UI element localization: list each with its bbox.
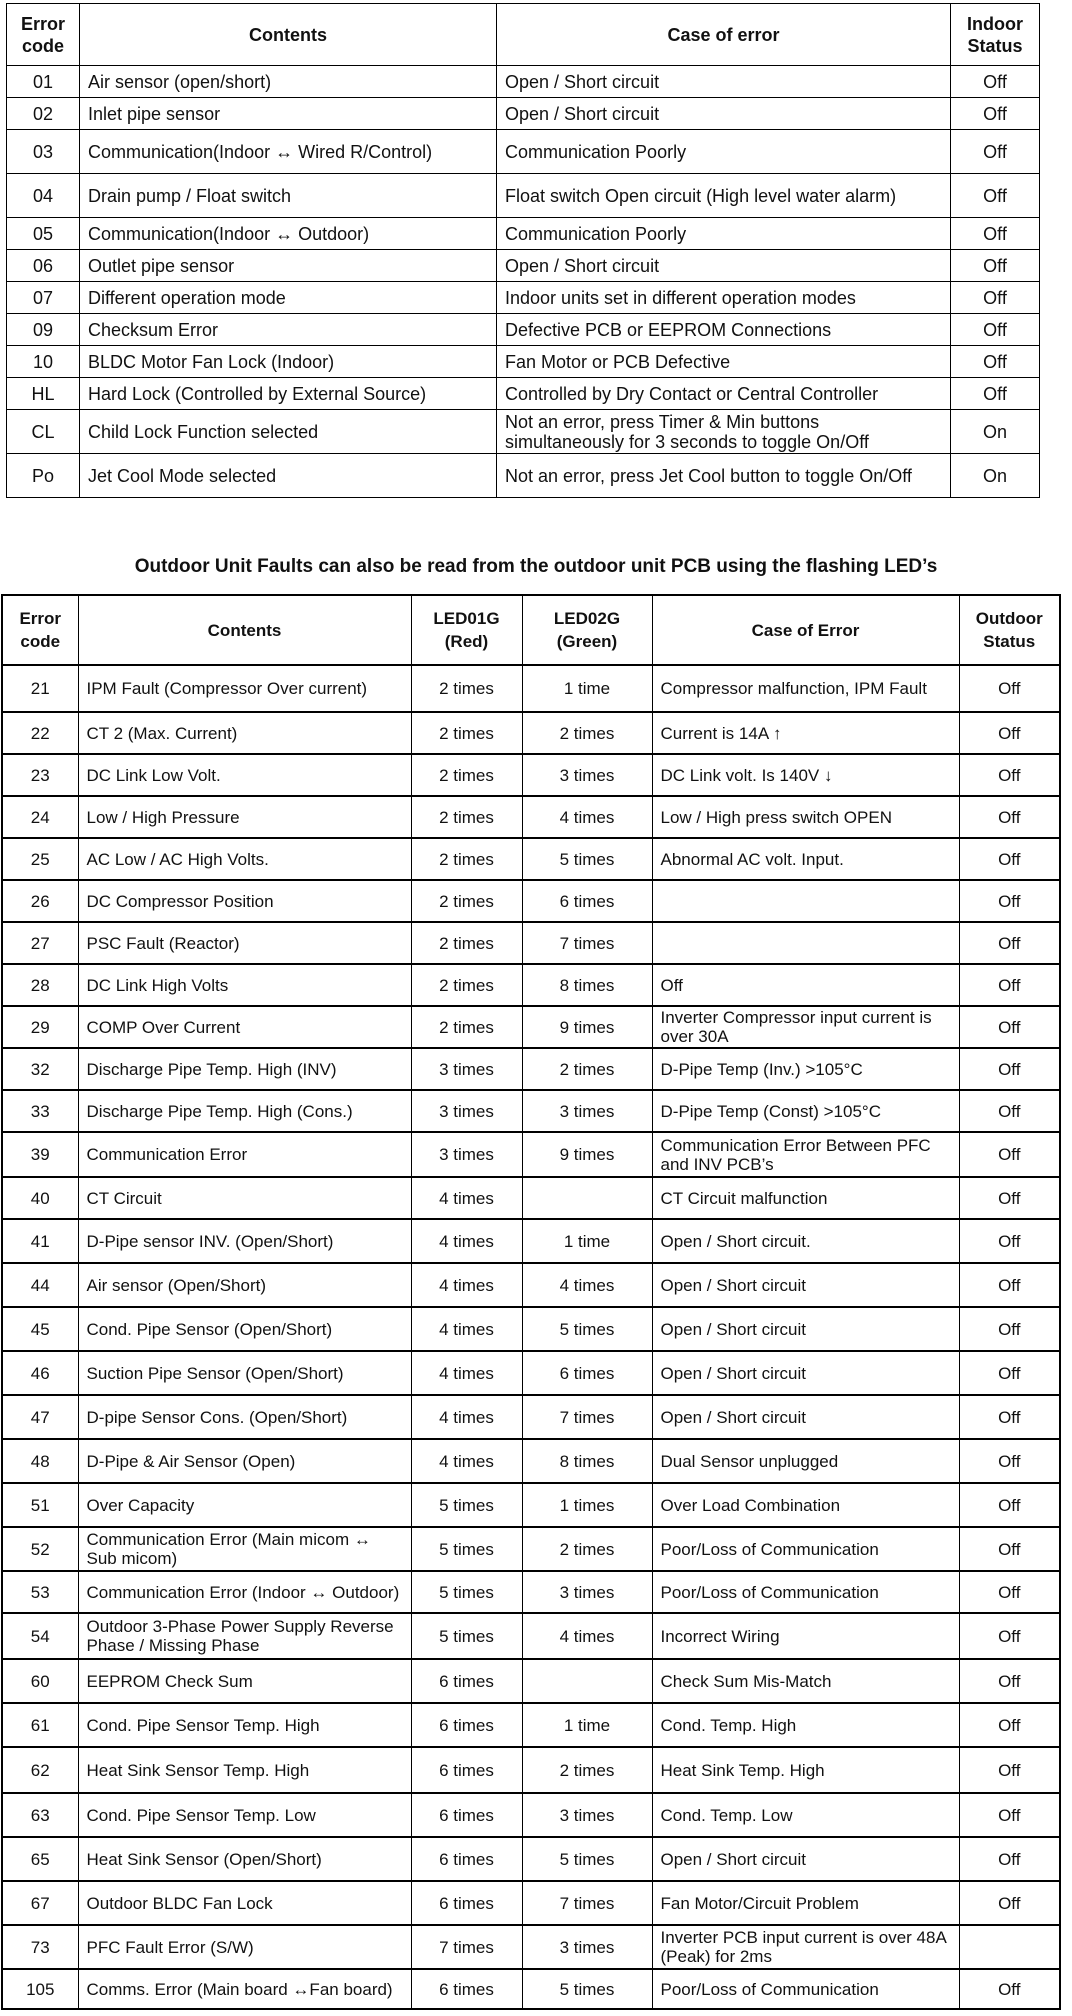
case-of-error-cell: Heat Sink Temp. High: [652, 1747, 959, 1793]
led01g-red-cell: 3 times: [411, 1048, 522, 1090]
table-row: [7, 346, 1040, 378]
case-of-error-cell: Open / Short circuit: [652, 1263, 959, 1307]
contents-cell: Communication(Indoor ↔ Outdoor): [80, 218, 497, 250]
status-cell: Off: [959, 665, 1060, 712]
contents-cell: Air sensor (open/short): [80, 66, 497, 98]
case-of-error-cell: Dual Sensor unplugged: [652, 1439, 959, 1483]
contents-cell: AC Low / AC High Volts.: [78, 838, 411, 880]
error-code-cell: 41: [2, 1219, 78, 1263]
contents-cell: Cond. Pipe Sensor Temp. High: [78, 1703, 411, 1747]
status-cell: Off: [959, 1351, 1060, 1395]
contents-cell: Jet Cool Mode selected: [80, 454, 497, 498]
case-of-error-cell: [652, 922, 959, 964]
led01g-red-cell: 2 times: [411, 880, 522, 922]
status-cell: On: [951, 410, 1040, 454]
contents-cell: Cond. Pipe Sensor (Open/Short): [78, 1307, 411, 1351]
error-code-cell: 28: [2, 964, 78, 1006]
header-led02g-green: LED02G (Green): [522, 595, 652, 665]
contents-cell: Comms. Error (Main board ↔Fan board): [78, 1969, 411, 2009]
contents-cell: Communication Error: [78, 1132, 411, 1177]
led02g-green-cell: 7 times: [522, 1395, 652, 1439]
led02g-green-cell: 9 times: [522, 1006, 652, 1048]
case-of-error-cell: Fan Motor or PCB Defective: [497, 346, 951, 378]
table-row: [2, 665, 1060, 712]
contents-cell: Outdoor BLDC Fan Lock: [78, 1881, 411, 1925]
case-of-error-cell: D-Pipe Temp (Inv.) >105°C: [652, 1048, 959, 1090]
case-of-error-cell: DC Link volt. Is 140V ↓: [652, 754, 959, 796]
table-row: [7, 378, 1040, 410]
table-row: [2, 1793, 1060, 1837]
indoor-error-table: [6, 3, 1040, 498]
table-row: [2, 1837, 1060, 1881]
error-code-cell: 26: [2, 880, 78, 922]
status-cell: Off: [951, 282, 1040, 314]
error-code-cell: 03: [7, 130, 80, 174]
contents-cell: Heat Sink Sensor Temp. High: [78, 1747, 411, 1793]
indoor-table-body: [7, 66, 1040, 498]
status-cell: Off: [951, 378, 1040, 410]
table-row: [2, 1747, 1060, 1793]
case-of-error-cell: Communication Poorly: [497, 130, 951, 174]
contents-cell: BLDC Motor Fan Lock (Indoor): [80, 346, 497, 378]
table-row: [2, 1048, 1060, 1090]
led01g-red-cell: 7 times: [411, 1925, 522, 1969]
contents-cell: D-Pipe sensor INV. (Open/Short): [78, 1219, 411, 1263]
status-cell: Off: [959, 1090, 1060, 1132]
table-row: [7, 98, 1040, 130]
led02g-green-cell: 5 times: [522, 1837, 652, 1881]
error-code-cell: 65: [2, 1837, 78, 1881]
error-code-cell: 45: [2, 1307, 78, 1351]
contents-cell: Discharge Pipe Temp. High (Cons.): [78, 1090, 411, 1132]
case-of-error-cell: Open / Short circuit: [652, 1307, 959, 1351]
led02g-green-cell: 2 times: [522, 1747, 652, 1793]
led02g-green-cell: 1 time: [522, 665, 652, 712]
table-row: [7, 66, 1040, 98]
case-of-error-cell: Open / Short circuit: [652, 1395, 959, 1439]
led02g-green-cell: 8 times: [522, 1439, 652, 1483]
led01g-red-cell: 6 times: [411, 1881, 522, 1925]
table-row: [2, 1439, 1060, 1483]
led01g-red-cell: 4 times: [411, 1439, 522, 1483]
contents-cell: Cond. Pipe Sensor Temp. Low: [78, 1793, 411, 1837]
contents-cell: DC Compressor Position: [78, 880, 411, 922]
case-of-error-cell: Check Sum Mis-Match: [652, 1659, 959, 1703]
case-of-error-cell: Fan Motor/Circuit Problem: [652, 1881, 959, 1925]
contents-cell: Different operation mode: [80, 282, 497, 314]
status-cell: Off: [959, 1048, 1060, 1090]
table-row: [2, 922, 1060, 964]
contents-cell: Hard Lock (Controlled by External Source): [80, 378, 497, 410]
error-code-cell: 22: [2, 712, 78, 754]
header-error-code: Error code: [2, 595, 78, 665]
error-code-cell: 53: [2, 1571, 78, 1613]
contents-cell: Checksum Error: [80, 314, 497, 346]
status-cell: Off: [959, 1483, 1060, 1527]
case-of-error-cell: Cond. Temp. High: [652, 1703, 959, 1747]
error-code-cell: HL: [7, 378, 80, 410]
status-cell: Off: [959, 1793, 1060, 1837]
contents-cell: D-Pipe & Air Sensor (Open): [78, 1439, 411, 1483]
error-code-cell: 06: [7, 250, 80, 282]
table-row: [2, 1351, 1060, 1395]
status-cell: Off: [951, 98, 1040, 130]
led02g-green-cell: 6 times: [522, 1351, 652, 1395]
led01g-red-cell: 6 times: [411, 1837, 522, 1881]
case-of-error-cell: Open / Short circuit: [497, 250, 951, 282]
contents-cell: Child Lock Function selected: [80, 410, 497, 454]
led02g-green-cell: [522, 1177, 652, 1219]
led01g-red-cell: 6 times: [411, 1659, 522, 1703]
table-row: [2, 1132, 1060, 1177]
error-code-cell: 105: [2, 1969, 78, 2009]
led01g-red-cell: 2 times: [411, 838, 522, 880]
case-of-error-cell: Incorrect Wiring: [652, 1613, 959, 1659]
status-cell: Off: [959, 1881, 1060, 1925]
error-code-cell: 04: [7, 174, 80, 218]
case-of-error-cell: Inverter Compressor input current is over 30A: [652, 1006, 959, 1048]
status-cell: Off: [959, 1177, 1060, 1219]
led02g-green-cell: 4 times: [522, 1613, 652, 1659]
error-code-cell: 09: [7, 314, 80, 346]
table-row: [2, 1881, 1060, 1925]
contents-cell: Inlet pipe sensor: [80, 98, 497, 130]
case-of-error-cell: Not an error, press Jet Cool button to toggle On/Off: [497, 454, 951, 498]
led01g-red-cell: 5 times: [411, 1571, 522, 1613]
led02g-green-cell: 2 times: [522, 1048, 652, 1090]
contents-cell: CT 2 (Max. Current): [78, 712, 411, 754]
error-code-cell: 29: [2, 1006, 78, 1048]
error-code-cell: 02: [7, 98, 80, 130]
led01g-red-cell: 6 times: [411, 1793, 522, 1837]
led01g-red-cell: 2 times: [411, 922, 522, 964]
header-contents: Contents: [78, 595, 411, 665]
status-cell: Off: [959, 1571, 1060, 1613]
error-code-cell: 07: [7, 282, 80, 314]
led01g-red-cell: 5 times: [411, 1613, 522, 1659]
error-code-cell: 23: [2, 754, 78, 796]
outdoor-table-body: [2, 665, 1060, 2009]
status-cell: Off: [959, 1263, 1060, 1307]
status-cell: Off: [959, 1659, 1060, 1703]
led02g-green-cell: [522, 1659, 652, 1703]
status-cell: Off: [959, 712, 1060, 754]
case-of-error-cell: Controlled by Dry Contact or Central Controller: [497, 378, 951, 410]
header-contents: Contents: [80, 4, 497, 66]
led02g-green-cell: 1 time: [522, 1703, 652, 1747]
status-cell: Off: [951, 130, 1040, 174]
header-case-of-error: Case of Error: [652, 595, 959, 665]
error-code-cell: 52: [2, 1527, 78, 1571]
status-cell: On: [951, 454, 1040, 498]
error-code-cell: 05: [7, 218, 80, 250]
status-cell: Off: [959, 1006, 1060, 1048]
header-led01g-red: LED01G (Red): [411, 595, 522, 665]
status-cell: Off: [959, 754, 1060, 796]
case-of-error-cell: Open / Short circuit: [497, 66, 951, 98]
status-cell: Off: [951, 174, 1040, 218]
table-row: [2, 796, 1060, 838]
header-error-code: Error code: [7, 4, 80, 66]
error-code-cell: 40: [2, 1177, 78, 1219]
led01g-red-cell: 6 times: [411, 1703, 522, 1747]
led02g-green-cell: 4 times: [522, 1263, 652, 1307]
error-code-cell: 46: [2, 1351, 78, 1395]
led02g-green-cell: 7 times: [522, 1881, 652, 1925]
status-cell: Off: [959, 880, 1060, 922]
table-row: [2, 1090, 1060, 1132]
led02g-green-cell: 3 times: [522, 1571, 652, 1613]
status-cell: Off: [959, 922, 1060, 964]
status-cell: Off: [959, 1219, 1060, 1263]
indoor-table-header-row: [7, 4, 1040, 66]
error-code-cell: 24: [2, 796, 78, 838]
contents-cell: IPM Fault (Compressor Over current): [78, 665, 411, 712]
contents-cell: CT Circuit: [78, 1177, 411, 1219]
error-code-cell: 27: [2, 922, 78, 964]
led02g-green-cell: 7 times: [522, 922, 652, 964]
led02g-green-cell: 3 times: [522, 1090, 652, 1132]
table-row: [2, 1395, 1060, 1439]
table-row: [2, 1219, 1060, 1263]
status-cell: Off: [951, 218, 1040, 250]
status-cell: Off: [959, 796, 1060, 838]
led01g-red-cell: 3 times: [411, 1132, 522, 1177]
case-of-error-cell: CT Circuit malfunction: [652, 1177, 959, 1219]
header-outdoor-status: Outdoor Status: [959, 595, 1060, 665]
led02g-green-cell: 5 times: [522, 838, 652, 880]
led01g-red-cell: 2 times: [411, 712, 522, 754]
case-of-error-cell: Open / Short circuit: [652, 1837, 959, 1881]
case-of-error-cell: Cond. Temp. Low: [652, 1793, 959, 1837]
status-cell: Off: [959, 1439, 1060, 1483]
table-row: [2, 1925, 1060, 1969]
led01g-red-cell: 2 times: [411, 754, 522, 796]
led01g-red-cell: 4 times: [411, 1219, 522, 1263]
contents-cell: DC Link High Volts: [78, 964, 411, 1006]
led02g-green-cell: 9 times: [522, 1132, 652, 1177]
table-row: [2, 1177, 1060, 1219]
error-code-cell: 21: [2, 665, 78, 712]
case-of-error-cell: Open / Short circuit: [497, 98, 951, 130]
error-code-cell: 48: [2, 1439, 78, 1483]
table-row: [2, 1703, 1060, 1747]
table-row: [2, 1006, 1060, 1048]
case-of-error-cell: Open / Short circuit: [652, 1351, 959, 1395]
contents-cell: PSC Fault (Reactor): [78, 922, 411, 964]
status-cell: Off: [959, 964, 1060, 1006]
led02g-green-cell: 3 times: [522, 1925, 652, 1969]
outdoor-table-header-row: [2, 595, 1060, 665]
led01g-red-cell: 2 times: [411, 1006, 522, 1048]
case-of-error-cell: Abnormal AC volt. Input.: [652, 838, 959, 880]
error-code-cell: 32: [2, 1048, 78, 1090]
table-row: [2, 1659, 1060, 1703]
status-cell: [959, 1925, 1060, 1969]
case-of-error-cell: Defective PCB or EEPROM Connections: [497, 314, 951, 346]
case-of-error-cell: Inverter PCB input current is over 48A (Peak) for 2ms: [652, 1925, 959, 1969]
status-cell: Off: [951, 250, 1040, 282]
status-cell: Off: [959, 1527, 1060, 1571]
status-cell: Off: [959, 1395, 1060, 1439]
table-row: [2, 1307, 1060, 1351]
error-code-cell: 51: [2, 1483, 78, 1527]
error-code-cell: 01: [7, 66, 80, 98]
table-row: [2, 1613, 1060, 1659]
table-row: [2, 712, 1060, 754]
led02g-green-cell: 5 times: [522, 1307, 652, 1351]
status-cell: Off: [959, 1307, 1060, 1351]
case-of-error-cell: Poor/Loss of Communication: [652, 1969, 959, 2009]
error-code-cell: 60: [2, 1659, 78, 1703]
status-cell: Off: [951, 314, 1040, 346]
contents-cell: Heat Sink Sensor (Open/Short): [78, 1837, 411, 1881]
led02g-green-cell: 1 times: [522, 1483, 652, 1527]
status-cell: Off: [959, 1747, 1060, 1793]
led01g-red-cell: 2 times: [411, 964, 522, 1006]
table-row: [2, 880, 1060, 922]
case-of-error-cell: Poor/Loss of Communication: [652, 1571, 959, 1613]
status-cell: Off: [959, 1969, 1060, 2009]
contents-cell: DC Link Low Volt.: [78, 754, 411, 796]
led02g-green-cell: 6 times: [522, 880, 652, 922]
led01g-red-cell: 3 times: [411, 1090, 522, 1132]
case-of-error-cell: D-Pipe Temp (Const) >105°C: [652, 1090, 959, 1132]
led01g-red-cell: 4 times: [411, 1177, 522, 1219]
led02g-green-cell: 3 times: [522, 754, 652, 796]
status-cell: Off: [959, 1837, 1060, 1881]
contents-cell: Communication Error (Indoor ↔ Outdoor): [78, 1571, 411, 1613]
case-of-error-cell: Poor/Loss of Communication: [652, 1527, 959, 1571]
case-of-error-cell: Communication Error Between PFC and INV PCB’s: [652, 1132, 959, 1177]
led01g-red-cell: 6 times: [411, 1747, 522, 1793]
error-code-cell: 10: [7, 346, 80, 378]
contents-cell: D-pipe Sensor Cons. (Open/Short): [78, 1395, 411, 1439]
status-cell: Off: [951, 66, 1040, 98]
case-of-error-cell: Off: [652, 964, 959, 1006]
table-row: [2, 838, 1060, 880]
contents-cell: Communication Error (Main micom ↔ Sub micom): [78, 1527, 411, 1571]
error-code-cell: 33: [2, 1090, 78, 1132]
led02g-green-cell: 3 times: [522, 1793, 652, 1837]
header-indoor-status: Indoor Status: [951, 4, 1040, 66]
contents-cell: Discharge Pipe Temp. High (INV): [78, 1048, 411, 1090]
contents-cell: Outlet pipe sensor: [80, 250, 497, 282]
table-row: [7, 314, 1040, 346]
led01g-red-cell: 2 times: [411, 796, 522, 838]
table-row: [7, 410, 1040, 454]
table-row: [7, 130, 1040, 174]
table-row: [2, 1571, 1060, 1613]
error-code-cell: 61: [2, 1703, 78, 1747]
contents-cell: Outdoor 3-Phase Power Supply Reverse Phase / Missing Phase: [78, 1613, 411, 1659]
contents-cell: Over Capacity: [78, 1483, 411, 1527]
led02g-green-cell: 2 times: [522, 1527, 652, 1571]
led02g-green-cell: 5 times: [522, 1969, 652, 2009]
led01g-red-cell: 6 times: [411, 1969, 522, 2009]
table-row: [2, 1527, 1060, 1571]
case-of-error-cell: Open / Short circuit.: [652, 1219, 959, 1263]
case-of-error-cell: Not an error, press Timer & Min buttons simultaneously for 3 seconds to toggle On/Off: [497, 410, 951, 454]
contents-cell: PFC Fault Error (S/W): [78, 1925, 411, 1969]
outdoor-error-table: [1, 594, 1061, 2010]
case-of-error-cell: Current is 14A ↑: [652, 712, 959, 754]
led01g-red-cell: 5 times: [411, 1483, 522, 1527]
error-code-cell: 25: [2, 838, 78, 880]
table-row: [2, 1483, 1060, 1527]
error-code-cell: 47: [2, 1395, 78, 1439]
led01g-red-cell: 4 times: [411, 1307, 522, 1351]
case-of-error-cell: Compressor malfunction, IPM Fault: [652, 665, 959, 712]
case-of-error-cell: Low / High press switch OPEN: [652, 796, 959, 838]
led01g-red-cell: 4 times: [411, 1263, 522, 1307]
status-cell: Off: [959, 838, 1060, 880]
error-code-cell: 39: [2, 1132, 78, 1177]
table-row: [7, 282, 1040, 314]
error-code-cell: 44: [2, 1263, 78, 1307]
led02g-green-cell: 1 time: [522, 1219, 652, 1263]
status-cell: Off: [959, 1613, 1060, 1659]
case-of-error-cell: Indoor units set in different operation modes: [497, 282, 951, 314]
table-row: [7, 454, 1040, 498]
led01g-red-cell: 2 times: [411, 665, 522, 712]
header-case-of-error: Case of error: [497, 4, 951, 66]
table-row: [7, 250, 1040, 282]
table-row: [2, 964, 1060, 1006]
led01g-red-cell: 4 times: [411, 1395, 522, 1439]
error-code-cell: 62: [2, 1747, 78, 1793]
led01g-red-cell: 5 times: [411, 1527, 522, 1571]
led02g-green-cell: 8 times: [522, 964, 652, 1006]
table-row: [2, 1969, 1060, 2009]
table-row: [7, 218, 1040, 250]
error-code-cell: 63: [2, 1793, 78, 1837]
case-of-error-cell: Communication Poorly: [497, 218, 951, 250]
status-cell: Off: [959, 1132, 1060, 1177]
led02g-green-cell: 2 times: [522, 712, 652, 754]
case-of-error-cell: [652, 880, 959, 922]
led02g-green-cell: 4 times: [522, 796, 652, 838]
contents-cell: EEPROM Check Sum: [78, 1659, 411, 1703]
contents-cell: Low / High Pressure: [78, 796, 411, 838]
contents-cell: Air sensor (Open/Short): [78, 1263, 411, 1307]
table-row: [2, 754, 1060, 796]
led01g-red-cell: 4 times: [411, 1351, 522, 1395]
contents-cell: Communication(Indoor ↔ Wired R/Control): [80, 130, 497, 174]
contents-cell: Suction Pipe Sensor (Open/Short): [78, 1351, 411, 1395]
table-row: [7, 174, 1040, 218]
outdoor-led-note: Outdoor Unit Faults can also be read from the outdoor unit PCB using the flashing LED’s: [134, 556, 938, 577]
status-cell: Off: [959, 1703, 1060, 1747]
case-of-error-cell: Float switch Open circuit (High level water alarm): [497, 174, 951, 218]
status-cell: Off: [951, 346, 1040, 378]
table-row: [2, 1263, 1060, 1307]
error-code-cell: CL: [7, 410, 80, 454]
case-of-error-cell: Over Load Combination: [652, 1483, 959, 1527]
error-code-cell: 54: [2, 1613, 78, 1659]
error-code-cell: 73: [2, 1925, 78, 1969]
error-code-cell: Po: [7, 454, 80, 498]
error-code-cell: 67: [2, 1881, 78, 1925]
contents-cell: COMP Over Current: [78, 1006, 411, 1048]
contents-cell: Drain pump / Float switch: [80, 174, 497, 218]
